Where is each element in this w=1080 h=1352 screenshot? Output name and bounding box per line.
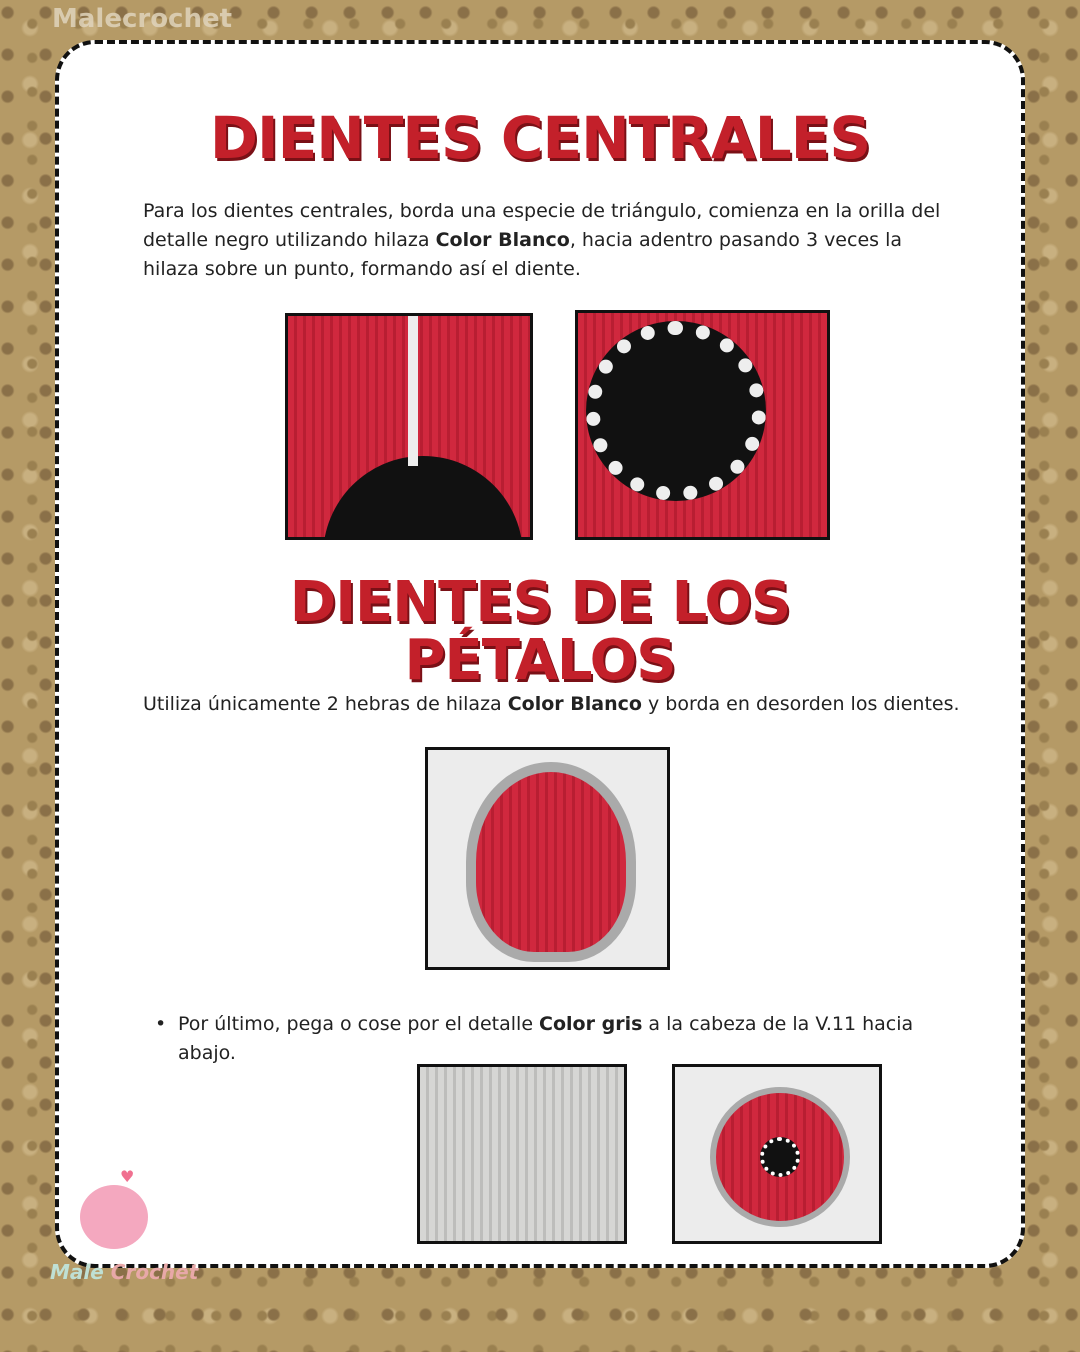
photo-petal-teeth	[425, 747, 670, 970]
bullet-dot: •	[155, 1013, 167, 1035]
yarn-cat-logo-icon: ♥	[70, 1175, 160, 1255]
watermark: Malecrochet	[52, 4, 233, 34]
brand-logo-text: Male Crochet	[50, 1260, 199, 1284]
section2-paragraph: Utiliza únicamente 2 hebras de hilaza Color Blanco y borda en desorden los dientes.	[143, 693, 960, 715]
photo-central-teeth	[575, 310, 830, 540]
bullet-item: • Por último, pega o cose por el detalle Color gris a la cabeza de la V.11 hacia abajo.	[155, 1010, 955, 1068]
section-title-dientes-centrales: DIENTES CENTRALES	[209, 104, 871, 172]
photo-tooth-stitch	[285, 313, 533, 540]
photo-flower-head	[672, 1064, 882, 1244]
section-title-dientes-petalos-line1: DIENTES DE LOS	[289, 570, 791, 635]
photo-grey-head	[417, 1064, 627, 1244]
section-title-dientes-petalos-line2: PÉTALOS	[404, 628, 676, 693]
section1-paragraph: Para los dientes centrales, borda una especie de triángulo, comienza en la orilla del detalle negro utilizando hilaza Color Blanco, hacia adentro pasando 3 veces la hilaza sobre un punto, formando así el diente.	[143, 200, 941, 280]
